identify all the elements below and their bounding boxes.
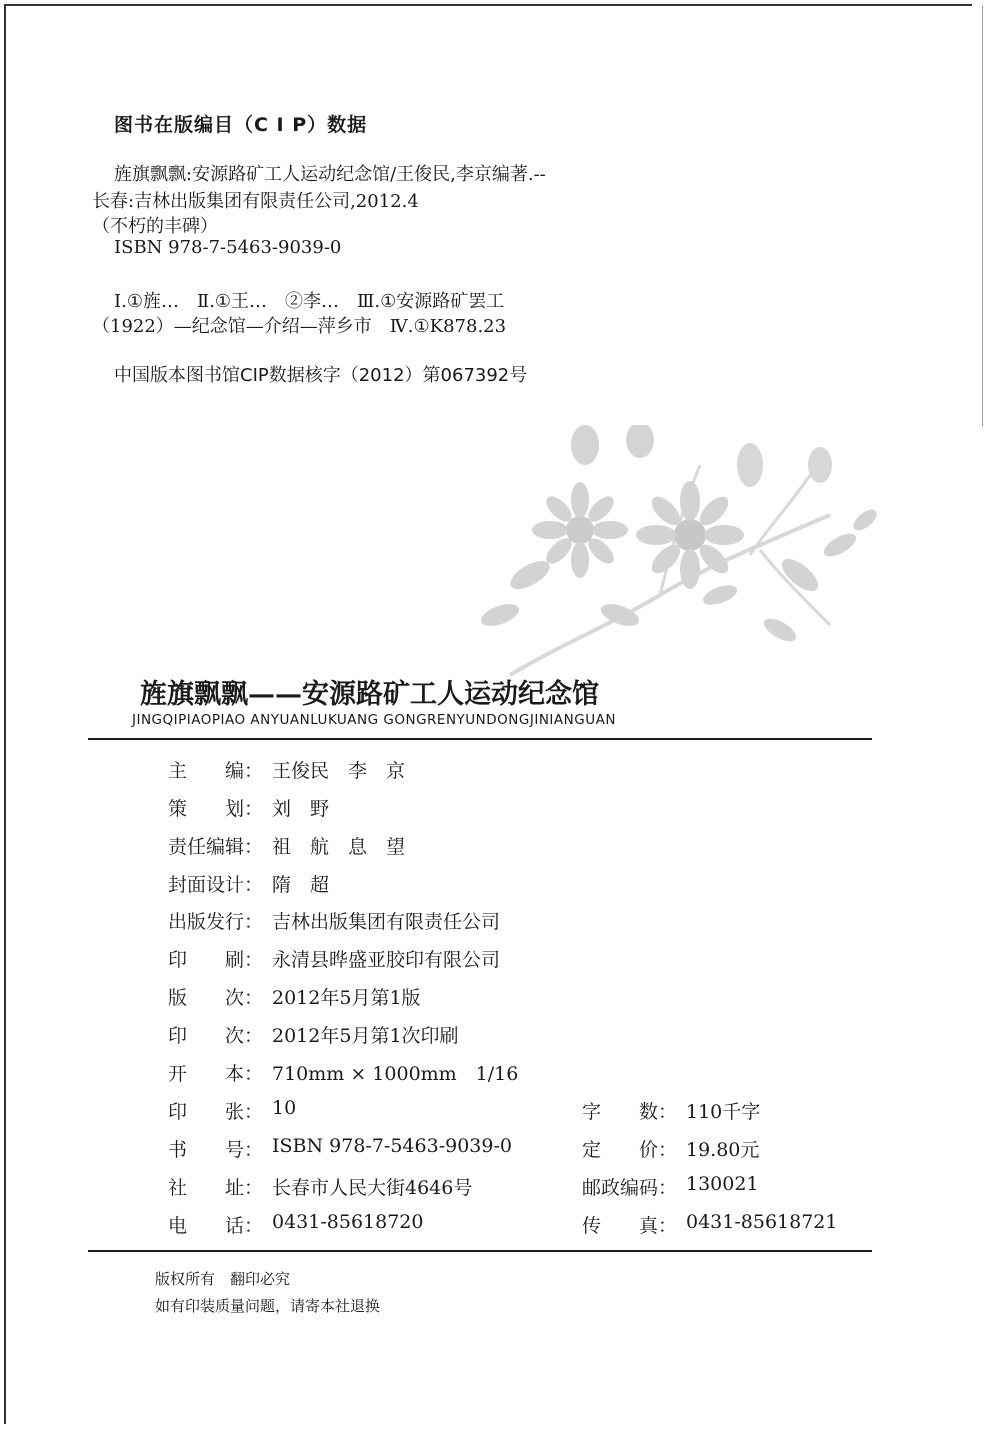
colophon-value: 0431-85618720 <box>272 1211 424 1233</box>
colophon-label: 主 编： <box>168 760 264 782</box>
colophon-value: 隋 超 <box>272 874 330 896</box>
colophon-value: 长春市人民大街4646号 <box>272 1177 473 1199</box>
colophon-row-sheets-wordcount <box>0 1097 988 1127</box>
colophon-label: 传 真： <box>582 1215 678 1237</box>
colophon-label: 版 次： <box>168 987 264 1009</box>
colophon-row-printing <box>0 1021 988 1051</box>
cip-line-publisher: 长春:吉林出版集团有限责任公司,2012.4 <box>92 191 419 212</box>
colophon-row-editor <box>0 756 988 786</box>
colophon-label: 责任编辑： <box>168 836 264 858</box>
colophon-row-responsible-editor <box>0 832 988 862</box>
book-title-pinyin: JINGQIPIAOPIAO ANYUANLUKUANG GONGRENYUNDONGJINIANGUAN <box>132 712 616 728</box>
colophon-value: 0431-85618721 <box>686 1211 838 1233</box>
colophon-value: 10 <box>272 1097 297 1119</box>
cip-header: 图书在版编目（C I P）数据 <box>114 114 368 136</box>
colophon-row-phone-fax <box>0 1211 988 1241</box>
book-title: 旌旗飘飘——安源路矿工人运动纪念馆 <box>140 679 599 710</box>
colophon-value: 130021 <box>686 1173 759 1195</box>
colophon-row-printer <box>0 945 988 975</box>
colophon-label: 社 址： <box>168 1177 264 1199</box>
colophon-value: 710mm × 1000mm 1/16 <box>272 1063 519 1085</box>
colophon-value: 王俊民 李 京 <box>272 760 406 782</box>
colophon-value: 祖 航 息 望 <box>272 836 406 858</box>
colophon-label: 邮政编码： <box>582 1177 678 1199</box>
colophon-value: 永清县晔盛亚胶印有限公司 <box>272 949 501 971</box>
cip-line-series: （不朽的丰碑） <box>92 216 218 237</box>
cip-line-record-number: 中国版本图书馆CIP数据核字（2012）第067392号 <box>114 365 528 386</box>
colophon-label: 出版发行： <box>168 911 264 933</box>
colophon-value: ISBN 978-7-5463-9039-0 <box>272 1135 512 1157</box>
colophon-row-address-postcode <box>0 1173 988 1203</box>
colophon-label: 定 价： <box>582 1139 678 1161</box>
divider-bottom <box>88 1250 872 1252</box>
colophon-row-publisher <box>0 907 988 937</box>
colophon-label: 封面设计： <box>168 874 264 896</box>
cip-line-classification-1: Ⅰ.①旌… Ⅱ.①王… ②李… Ⅲ.①安源路矿罢工 <box>114 291 505 312</box>
colophon-value: 吉林出版集团有限责任公司 <box>272 911 501 933</box>
copyright-notice: 版权所有 翻印必究 <box>155 1270 291 1288</box>
scan-border-right <box>982 6 983 426</box>
colophon-label: 印 次： <box>168 1025 264 1047</box>
return-notice: 如有印装质量问题，请寄本社退换 <box>155 1297 381 1315</box>
colophon-value: 2012年5月第1次印刷 <box>272 1025 459 1047</box>
colophon-label: 开 本： <box>168 1063 264 1085</box>
colophon-label: 电 话： <box>168 1215 264 1237</box>
colophon-label: 策 划： <box>168 798 264 820</box>
colophon-row-planner <box>0 794 988 824</box>
cip-line-isbn: ISBN 978-7-5463-9039-0 <box>114 237 342 258</box>
colophon-row-edition <box>0 983 988 1013</box>
colophon-label: 字 数： <box>582 1101 678 1123</box>
colophon-label: 印 刷： <box>168 949 264 971</box>
colophon-value: 刘 野 <box>272 798 330 820</box>
colophon-value: 110千字 <box>686 1101 761 1123</box>
cip-line-title: 旌旗飘飘:安源路矿工人运动纪念馆/王俊民,李京编著.-- <box>114 164 546 185</box>
cip-line-classification-2: （1922）—纪念馆—介绍—萍乡市 Ⅳ.①K878.23 <box>92 316 507 337</box>
colophon-label: 书 号： <box>168 1139 264 1161</box>
colophon-value: 19.80元 <box>686 1139 760 1161</box>
colophon-row-isbn-price <box>0 1135 988 1165</box>
colophon-value: 2012年5月第1版 <box>272 987 421 1009</box>
divider-top <box>88 738 872 740</box>
floral-decoration-icon <box>470 425 890 695</box>
scan-border-top <box>4 4 972 6</box>
colophon-row-cover-design <box>0 870 988 900</box>
colophon-row-format <box>0 1059 988 1089</box>
colophon-label: 印 张： <box>168 1101 264 1123</box>
